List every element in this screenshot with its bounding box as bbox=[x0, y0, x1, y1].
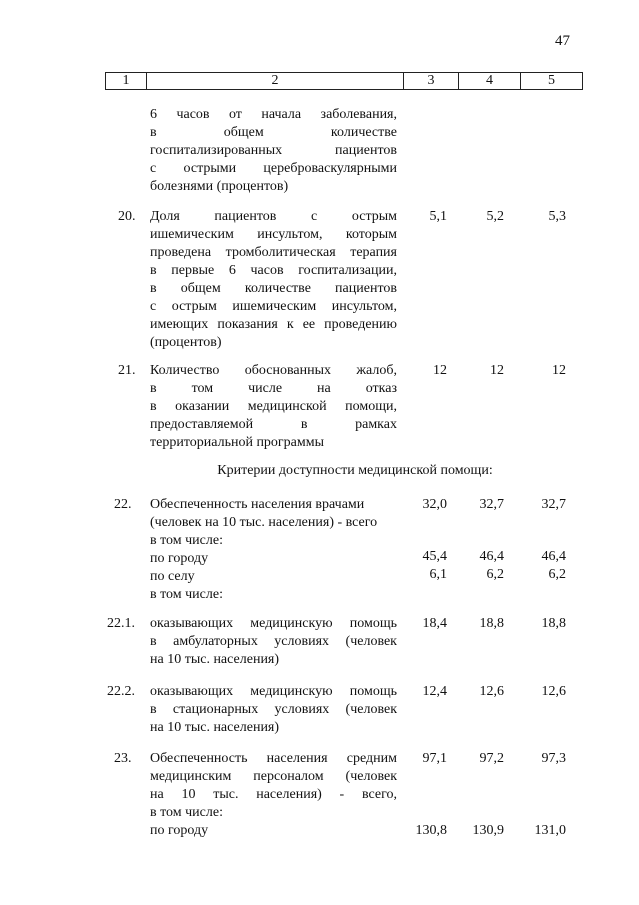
text-line: болезнями (процентов) bbox=[150, 179, 289, 194]
value-col-5: 12,6 bbox=[541, 684, 566, 699]
text-line: по селу bbox=[150, 569, 195, 584]
text-line: Доля пациентов с острым bbox=[150, 209, 397, 224]
row-number: 21. bbox=[118, 363, 136, 378]
value-col-4: 12 bbox=[490, 363, 504, 378]
text-line: в первые 6 часов госпитализации, bbox=[150, 263, 397, 278]
text-line: по городу bbox=[150, 551, 209, 566]
text-line: в общем количестве пациентов bbox=[150, 281, 397, 296]
value-col-5: 12 bbox=[552, 363, 566, 378]
text-line: Количество обоснованных жалоб, bbox=[150, 363, 397, 378]
text-line: в том числе: bbox=[150, 805, 223, 820]
row-number: 22. bbox=[114, 497, 132, 512]
value-city-col-4: 46,4 bbox=[479, 549, 504, 564]
value-city-col-3: 45,4 bbox=[422, 549, 447, 564]
value-village-col-3: 6,1 bbox=[429, 567, 447, 582]
value-col-5: 32,7 bbox=[541, 497, 566, 512]
value-city-col-3: 130,8 bbox=[415, 823, 447, 838]
text-line: 6 часов от начала заболевания, bbox=[150, 107, 397, 122]
row-number: 23. bbox=[114, 751, 132, 766]
text-line: в оказании медицинской помощи, bbox=[150, 399, 397, 414]
section-title: Критерии доступности медицинской помощи: bbox=[217, 463, 493, 478]
text-line: Обеспеченность населения врачами bbox=[150, 497, 365, 512]
text-line: медицинским персоналом (человек bbox=[150, 769, 397, 784]
value-col-4: 12,6 bbox=[479, 684, 504, 699]
value-city-col-5: 46,4 bbox=[541, 549, 566, 564]
value-city-col-4: 130,9 bbox=[472, 823, 504, 838]
text-line: в том числе: bbox=[150, 587, 223, 602]
header-col-4: 4 bbox=[458, 72, 521, 90]
row-21-text bbox=[150, 362, 397, 452]
text-line: в том числе на отказ bbox=[150, 381, 397, 396]
text-line: оказывающих медицинскую помощь bbox=[150, 684, 397, 699]
header-col-5: 5 bbox=[520, 72, 583, 90]
row-22-2-text bbox=[150, 683, 397, 737]
text-line: по городу bbox=[150, 823, 209, 838]
text-line: в амбулаторных условиях (человек bbox=[150, 634, 397, 649]
text-line: оказывающих медицинскую помощь bbox=[150, 616, 397, 631]
value-col-5: 97,3 bbox=[541, 751, 566, 766]
value-village-col-5: 6,2 bbox=[548, 567, 566, 582]
value-village-col-4: 6,2 bbox=[486, 567, 504, 582]
value-col-3: 12,4 bbox=[422, 684, 447, 699]
text-line: в том числе: bbox=[150, 533, 223, 548]
value-col-3: 97,1 bbox=[422, 751, 447, 766]
value-col-4: 18,8 bbox=[479, 616, 504, 631]
value-city-col-5: 131,0 bbox=[534, 823, 566, 838]
row-23-text bbox=[150, 750, 397, 840]
header-col-2: 2 bbox=[146, 72, 404, 90]
text-line: (человек на 10 тыс. населения) - всего bbox=[150, 515, 378, 530]
row-number: 22.1. bbox=[107, 616, 135, 631]
header-col-3: 3 bbox=[403, 72, 459, 90]
text-line: в общем количестве bbox=[150, 125, 397, 140]
value-col-4: 32,7 bbox=[479, 497, 504, 512]
text-line: ишемическим инсультом, которым bbox=[150, 227, 397, 242]
text-line: проведена тромболитическая терапия bbox=[150, 245, 397, 260]
value-col-4: 97,2 bbox=[479, 751, 504, 766]
text-line: госпитализированных пациентов bbox=[150, 143, 397, 158]
row-22-text bbox=[150, 496, 397, 604]
text-line: с острыми цереброваскулярными bbox=[150, 161, 397, 176]
header-col-1: 1 bbox=[105, 72, 147, 90]
row-22-1-text bbox=[150, 615, 397, 669]
value-col-5: 5,3 bbox=[548, 209, 566, 224]
text-line: на 10 тыс. населения) bbox=[150, 720, 280, 735]
text-line: Обеспеченность населения средним bbox=[150, 751, 397, 766]
text-line: с острым ишемическим инсультом, bbox=[150, 299, 397, 314]
text-line: имеющих показания к ее проведению bbox=[150, 317, 397, 332]
value-col-5: 18,8 bbox=[541, 616, 566, 631]
value-col-3: 18,4 bbox=[422, 616, 447, 631]
row-number: 22.2. bbox=[107, 684, 135, 699]
text-line: на 10 тыс. населения) bbox=[150, 652, 280, 667]
value-col-3: 32,0 bbox=[422, 497, 447, 512]
text-line: территориальной программы bbox=[150, 435, 325, 450]
text-line: (процентов) bbox=[150, 335, 222, 350]
value-col-3: 5,1 bbox=[429, 209, 447, 224]
text-line: на 10 тыс. населения) - всего, bbox=[150, 787, 397, 802]
row-continuation-text bbox=[150, 106, 397, 196]
value-col-4: 5,2 bbox=[486, 209, 504, 224]
row-20-text bbox=[150, 208, 397, 352]
value-col-3: 12 bbox=[433, 363, 447, 378]
page-number: 47 bbox=[555, 33, 570, 49]
row-number: 20. bbox=[118, 209, 136, 224]
text-line: в стационарных условиях (человек bbox=[150, 702, 397, 717]
text-line: предоставляемой в рамках bbox=[150, 417, 397, 432]
